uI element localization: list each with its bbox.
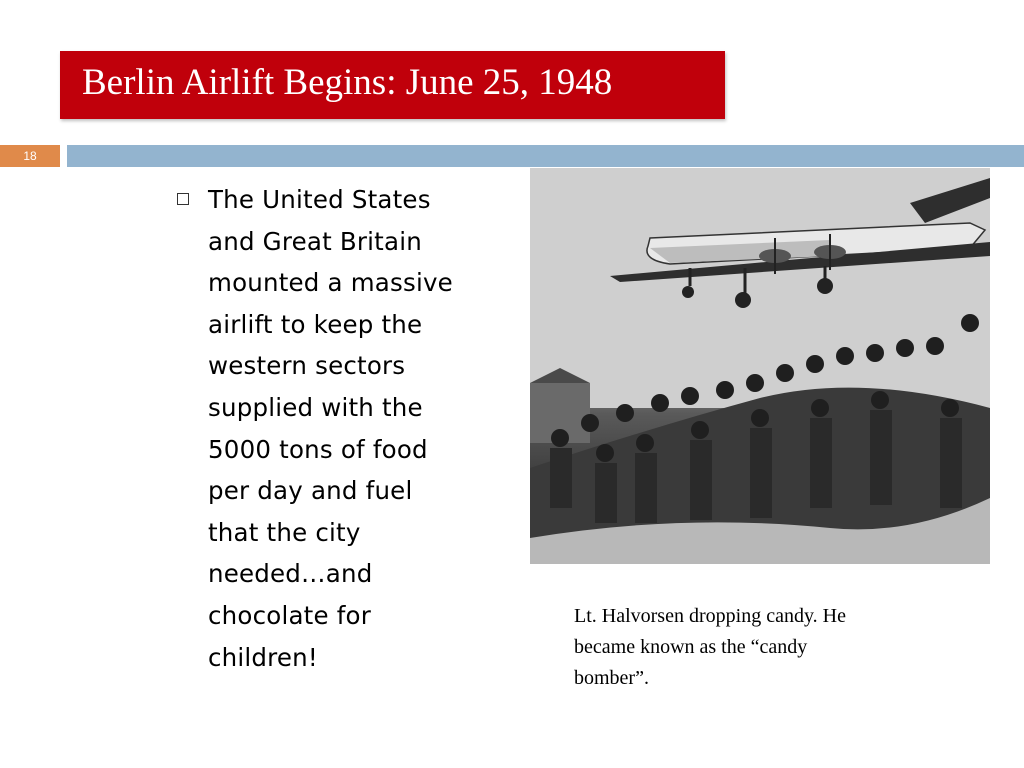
photo-caption: [574, 601, 954, 694]
bullet-line: mounted a massive: [208, 268, 453, 298]
bullet-line: chocolate for: [208, 600, 372, 630]
bullet-line: needed…and: [208, 559, 373, 589]
square-bullet-icon: [177, 193, 189, 205]
bullet-line: airlift to keep the: [208, 309, 423, 339]
title-banner: [60, 51, 725, 119]
caption-line: Lt. Halvorsen dropping candy. He: [574, 605, 846, 627]
bullet-line: per day and fuel: [208, 476, 413, 506]
bullet-line: that the city: [208, 517, 361, 547]
caption-line: bomber”.: [574, 667, 649, 689]
bullet-line: and Great Britain: [208, 226, 422, 256]
slide-number-badge: [0, 145, 60, 167]
bullet-line: 5000 tons of food: [208, 434, 428, 464]
airlift-photo: [530, 168, 990, 564]
bullet-paragraph: [208, 179, 508, 678]
bullet-line: western sectors: [208, 351, 406, 381]
bullet-line: supplied with the: [208, 392, 423, 422]
airlift-photo-illustration: [530, 168, 990, 564]
header-divider-bar: [67, 145, 1024, 167]
slide-title: Berlin Airlift Begins: June 25, 1948: [82, 62, 613, 103]
bullet-line: children!: [208, 642, 318, 672]
slide-number: 18: [23, 149, 37, 163]
caption-line: became known as the “candy: [574, 636, 808, 658]
bullet-line: The United States: [208, 185, 431, 214]
